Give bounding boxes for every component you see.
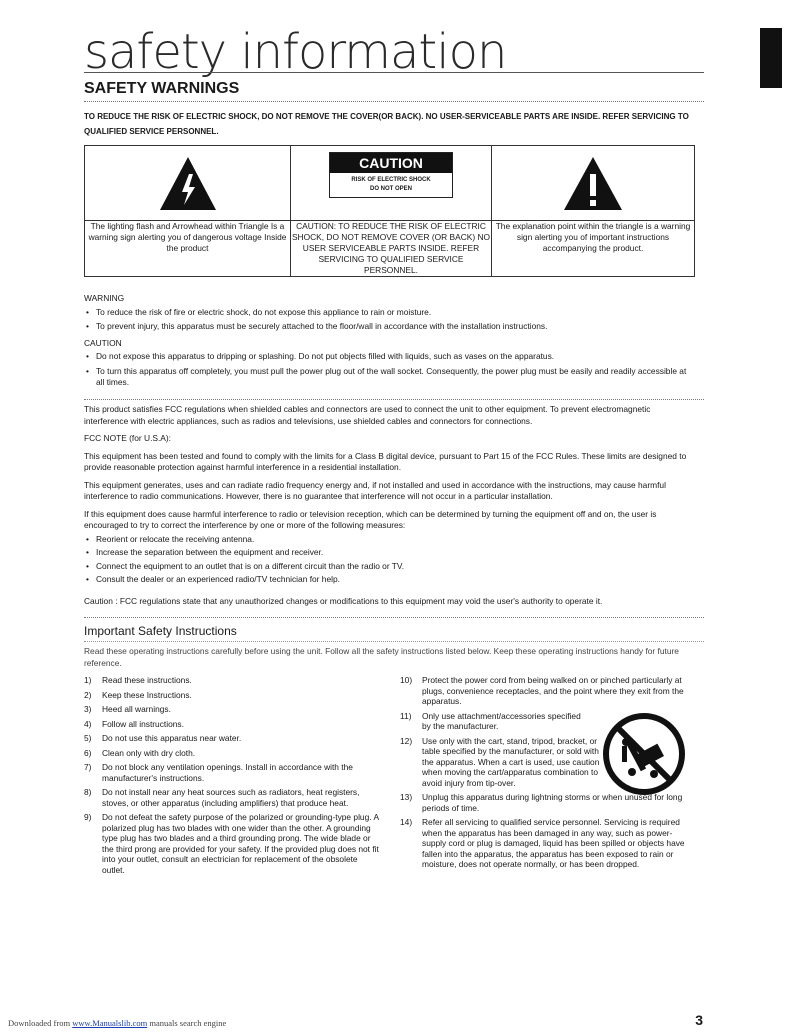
fcc-measure: • Increase the separation between the equipment and receiver. bbox=[84, 547, 696, 559]
instruction-item bbox=[400, 736, 600, 789]
instruction-item bbox=[84, 748, 379, 759]
item-number: 2) bbox=[84, 689, 92, 700]
warning-item: • To reduce the risk of fire or electric shock, do not expose this appliance to rain or moisture. bbox=[84, 307, 696, 319]
instruction-item bbox=[84, 733, 379, 744]
section-tab bbox=[760, 28, 782, 88]
item-number: 12) bbox=[400, 735, 413, 746]
footer bbox=[8, 1018, 226, 1028]
instruction-item bbox=[400, 675, 696, 707]
title-divider bbox=[84, 72, 704, 73]
important-heading-rule bbox=[84, 641, 704, 642]
instructions-left-column bbox=[84, 675, 379, 879]
caution-title: CAUTION bbox=[330, 153, 452, 173]
important-heading: Important Safety Instructions bbox=[84, 624, 237, 638]
safety-notice: TO REDUCE THE RISK OF ELECTRIC SHOCK, DO NOT REMOVE THE COVER(OR BACK). NO USER-SERVICEABLE PARTS ARE INSIDE. REFER SERVICING TO QUALIFIED SERVICE PERSONNEL. bbox=[84, 112, 689, 136]
item-text: Use only with the cart, stand, tripod, bracket, or table specified by the manufacturer, or sold with the apparatus. When a cart is used, use caution when moving the cart/apparatus combination to avoid injury from tip-over. bbox=[422, 735, 600, 788]
caution-label: CAUTION bbox=[84, 337, 122, 348]
instruction-item bbox=[84, 704, 379, 715]
exclamation-warning-icon bbox=[561, 154, 625, 214]
caution-item: • To turn this apparatus off completely, you must pull the power plug out of the wall socket. Consequently, the power plug must be easily and readily accessible at all times. bbox=[84, 366, 696, 389]
fcc-measure: • Consult the dealer or an experienced radio/TV technician for help. bbox=[84, 574, 696, 586]
instruction-item bbox=[400, 711, 587, 732]
instruction-item bbox=[84, 719, 379, 730]
item-text: Refer all servicing to qualified service personnel. Servicing is required when the apparatus has been damaged in any way, such as power-supply cord or plug is damaged, liquid has been spilled or objects have fallen into the apparatus, the apparatus has been exposed to rain or moisture, does not operate normally, or has been dropped. bbox=[422, 817, 685, 869]
item-number: 9) bbox=[84, 812, 92, 822]
caution-label-cell bbox=[291, 146, 492, 221]
item-number: 10) bbox=[400, 675, 413, 685]
fcc-measure: • Connect the equipment to an outlet that is on a different circuit than the radio or TV. bbox=[84, 561, 696, 573]
item-number: 1) bbox=[84, 675, 92, 685]
fcc-paragraph: If this equipment does cause harmful interference to radio or television reception, which can be determined by turning the equipment off and on, the user is encouraged to try to correct the interference by one or more of the following measures: bbox=[84, 508, 657, 530]
exclamation-symbol-cell bbox=[492, 146, 695, 221]
caution-box bbox=[329, 152, 453, 198]
item-text: Heed all warnings. bbox=[102, 704, 171, 714]
fcc-measure: • Reorient or relocate the receiving antenna. bbox=[84, 534, 696, 546]
warnings-block bbox=[84, 293, 696, 389]
caution-item: • Do not expose this apparatus to dripping or splashing. Do not put objects filled with liquids, such as vases on the apparatus. bbox=[84, 351, 696, 363]
item-number: 8) bbox=[84, 787, 92, 797]
item-number: 7) bbox=[84, 762, 92, 772]
manualslib-link[interactable]: www.Manualslib.com bbox=[72, 1018, 148, 1028]
fcc-statement: This product satisfies FCC regulations when shielded cables and connectors are used to connect the unit to other equipment. To prevent electromagnetic interference with electric appliances, such as radios and televisions, use shielded cables and connectors for connections. bbox=[84, 404, 651, 426]
item-number: 14) bbox=[400, 817, 413, 827]
instruction-item bbox=[84, 675, 379, 686]
item-number: 11) bbox=[400, 710, 412, 721]
lightning-caption: The lighting flash and Arrowhead within Triangle Is a warning sign alerting you of dangerous voltage Inside the product bbox=[85, 221, 291, 277]
instruction-item bbox=[84, 812, 379, 875]
lightning-warning-icon bbox=[158, 154, 218, 214]
page-title: safety information bbox=[84, 24, 507, 80]
item-number: 4) bbox=[84, 718, 92, 729]
caution-table bbox=[84, 145, 695, 277]
item-text: Only use attachment/accessories specified by the manufacturer. bbox=[422, 710, 581, 731]
fcc-block bbox=[84, 404, 696, 607]
exclamation-caption: The explanation point within the triangle is a warning sign alerting you of important instructions accompanying the product. bbox=[492, 221, 695, 277]
item-text: Do not defeat the safety purpose of the polarized or grounding-type plug. A polarized plug has two blades with one wider than the other. A grounding type plug has two blades and a third grounding prong. The wide blade or the third prong are provided for your safety. If the provided plug does not fit into your outlet, consult an electrician for replacement of the obsolete outlet. bbox=[102, 812, 379, 875]
item-text: Do not install near any heat sources such as radiators, heat registers, stoves, or other apparatus (including amplifiers) that produce heat. bbox=[102, 787, 360, 808]
fcc-paragraph: This equipment has been tested and found to comply with the limits for a Class B digital device, pursuant to Part 15 of the FCC Rules. These limits are designed to provide reasonable protection against harmful interference in a residential installation. bbox=[84, 450, 687, 472]
item-text: Unplug this apparatus during lightning storms or when unused for long periods of time. bbox=[422, 792, 683, 813]
item-number: 13) bbox=[400, 792, 413, 802]
item-text: Clean only with dry cloth. bbox=[102, 747, 196, 758]
instruction-item bbox=[84, 787, 379, 808]
footer-prefix: Downloaded from bbox=[8, 1018, 71, 1028]
warning-label: WARNING bbox=[84, 293, 125, 303]
heading-divider bbox=[84, 101, 704, 102]
important-intro: Read these operating instructions carefully before using the unit. Follow all the safety instructions listed below. Keep these operating instructions handy for future reference. bbox=[84, 646, 679, 668]
cart-tipover-warning-icon bbox=[602, 712, 686, 796]
item-text: Keep these Instructions. bbox=[102, 689, 192, 700]
fcc-caution: Caution : FCC regulations state that any unauthorized changes or modifications to this equipment may void the user's authority to operate it. bbox=[84, 595, 603, 606]
fcc-note-label: FCC NOTE (for U.S.A): bbox=[84, 433, 172, 443]
instruction-item bbox=[84, 690, 379, 701]
item-number: 6) bbox=[84, 747, 92, 758]
page-number: 3 bbox=[695, 1012, 703, 1028]
footer-suffix: manuals search engine bbox=[149, 1018, 227, 1028]
fcc-divider bbox=[84, 399, 704, 400]
important-divider bbox=[84, 617, 704, 618]
instruction-item bbox=[400, 817, 696, 870]
item-text: Protect the power cord from being walked on or pinched particularly at plugs, convenience receptacles, and the point where they exit from the apparatus. bbox=[422, 675, 684, 706]
warning-item: • To prevent injury, this apparatus must be securely attached to the floor/wall in accordance with the installation instructions. bbox=[84, 321, 696, 333]
fcc-paragraph: This equipment generates, uses and can radiate radio frequency energy and, if not installed and used in accordance with the instructions, may cause harmful interference to radio communications. However, there is no guarantee that interference will not occur in a particular installation. bbox=[84, 479, 666, 501]
caution-caption: CAUTION: TO REDUCE THE RISK OF ELECTRIC SHOCK, DO NOT REMOVE COVER (OR BACK) NO USER SERVICEABLE PARTS INSIDE. REFER SERVICING TO QUALIFIED SERVICE PERSONNEL. bbox=[291, 221, 491, 275]
item-text: Follow all instructions. bbox=[102, 718, 184, 729]
item-number: 5) bbox=[84, 733, 92, 743]
item-text: Do not use this apparatus near water. bbox=[102, 733, 242, 743]
caution-small-text: RISK OF ELECTRIC SHOCK DO NOT OPEN bbox=[351, 177, 431, 192]
item-text: Read these instructions. bbox=[102, 675, 192, 685]
lightning-symbol-cell bbox=[85, 146, 291, 221]
safety-warnings-heading: SAFETY WARNINGS bbox=[84, 80, 240, 97]
instruction-item bbox=[84, 762, 379, 783]
item-text: Do not block any ventilation openings. Install in accordance with the manufacturer's instructions. bbox=[102, 762, 353, 783]
item-number: 3) bbox=[84, 704, 92, 714]
